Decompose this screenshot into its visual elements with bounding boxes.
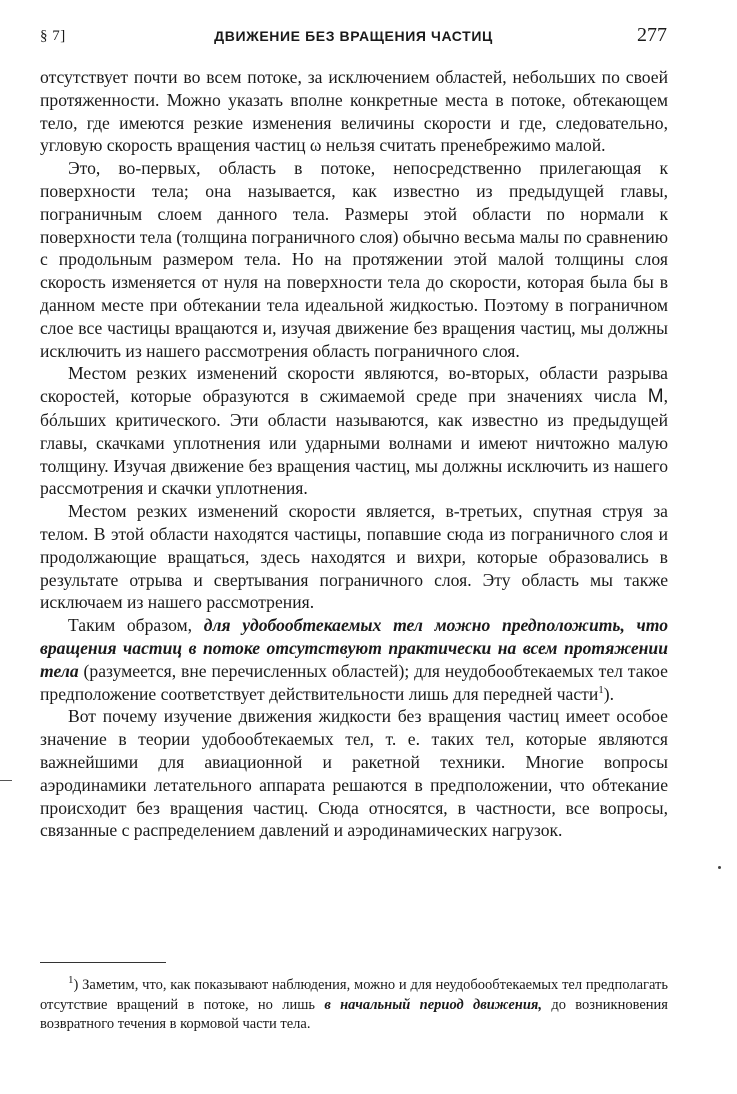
paragraph-5-text-b: (разумеется, вне перечисленных областей); для неудобообтекаемых тел такое предположение соответствует действительности лишь для передней части [40, 660, 668, 704]
paragraph-5 [40, 614, 668, 705]
footnote-text [40, 976, 668, 1035]
paragraph-1: отсутствует почти во всем потоке, за исключением областей, небольших по своей протяженности. Можно указать вполне конкретные места в потоке, обтекающем тело, где имеются резкие изменения величины скорости и где, следовательно, угловую скорость вращения частиц ω нельзя считать пренебрежимо малой. [40, 67, 668, 156]
mach-symbol: M [647, 386, 664, 408]
footnote-reference[interactable]: 1 [598, 683, 604, 696]
paragraph-5-emphasis: для удобообтекаемых тел можно предположить, что вращения частиц в потоке отсутствуют практически на всем протяжении тела [40, 615, 668, 681]
margin-dot-mark [718, 866, 721, 869]
paragraph-5-text-a: Таким образом, [68, 615, 204, 636]
footnote-divider [40, 962, 166, 963]
footnote-emphasis: в начальный период движения, [324, 996, 543, 1013]
section-marker: § 7] [40, 28, 66, 44]
footnote-text-a: ) Заметим, что, как показывают наблюдения, можно и для неудобообтекаемых тел предполагать отсутствие вращений в потоке, но лишь [40, 977, 668, 1013]
body-text [40, 66, 668, 842]
running-title: ДВИЖЕНИЕ БЕЗ ВРАЩЕНИЯ ЧАСТИЦ [214, 28, 493, 44]
page-number: 277 [637, 24, 667, 46]
paragraph-4: Местом резких изменений скорости является, в-третьих, спутная струя за телом. В этой области находятся частицы, попавшие сюда из пограничного слоя и продолжающие вращаться, здесь находятся и вихри, которые образовались в результате отрыва и свертывания пограничного слоя. Эту область мы также исключаем из нашего рассмотрения. [40, 501, 668, 613]
paragraph-6: Вот почему изучение движения жидкости без вращения частиц имеет особое значение в теории удобообтекаемых тел, т. е. таких тел, которые являются важнейшими для авиационной и ракетной техники. Многие вопросы аэродинамики летательного аппарата решаются в предположении, что обтекание происходит без вращения частиц. Сюда относятся, в частности, все вопросы, связанные с распределением давлений и аэродинамических нагрузок. [40, 706, 668, 841]
page-header [40, 24, 667, 48]
paragraph-3-text-b: , бóльших критического. Эти области называются, как известно из предыдущей главы, скачками уплотнения или ударными волнами и имеют ничтожно малую толщину. Изучая движение без вращения частиц, мы должны исключить из нашего рассмотрения и скачки уплотнения. [40, 386, 668, 499]
footnote-marker: 1 [68, 974, 74, 987]
footnote [40, 976, 668, 1035]
paragraph-2: Это, во-первых, область в потоке, непосредственно прилегающая к поверхности тела; она называется, как известно из предыдущей главы, пограничным слоем данного тела. Размеры этой области по нормали к поверхности тела (толщина пограничного слоя) обычно весьма малы по сравнению с продольным размером тела. Но на протяжении этой малой толщины слоя скорость изменяется от нуля на поверхности тела до скорости, которая была бы в данном месте при обтекании тела идеальной жидкостью. Поэтому в пограничном слое все частицы вращаются и, изучая движение без вращения частиц, мы должны исключить из нашего рассмотрения область пограничного слоя. [40, 158, 668, 361]
paragraph-3 [40, 362, 668, 500]
paragraph-5-text-c: ). [603, 683, 615, 704]
margin-dash-mark [0, 780, 12, 781]
footnote-text-b: до возникновения возвратного течения в кормовой части тела. [40, 996, 668, 1032]
paragraph-3-text-a: Местом резких изменений скорости являются, во-вторых, области разрыва скоростей, которые образуются в сжимаемой среде при значениях числа [40, 363, 668, 407]
